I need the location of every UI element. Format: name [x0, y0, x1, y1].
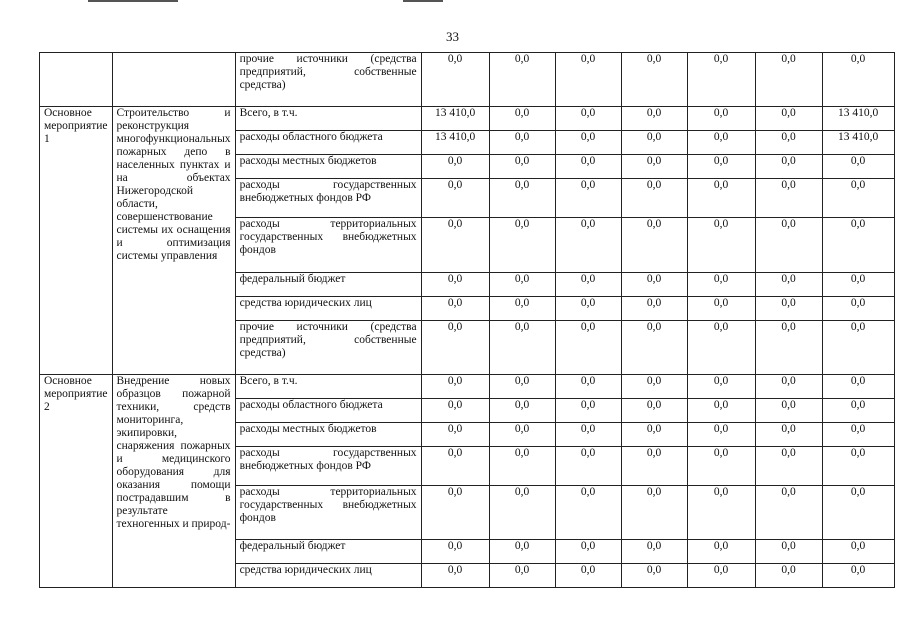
value-cell-text: 0,0 — [514, 53, 530, 65]
value-cell-text: 0,0 — [580, 297, 596, 309]
value-cell-text: 0,0 — [447, 447, 463, 459]
value-cell-text: 0,0 — [713, 131, 729, 143]
value-cell — [621, 447, 687, 486]
value-cell — [822, 218, 894, 273]
value-cell — [687, 218, 755, 273]
value-cell-text: 13 410,0 — [837, 131, 879, 143]
value-cell-text: 0,0 — [713, 218, 729, 230]
value-cell — [421, 321, 489, 375]
funding-source-cell — [235, 540, 421, 564]
value-cell-text: 0,0 — [713, 399, 729, 411]
measure-name-cell — [112, 53, 235, 107]
funding-source-cell-text: расходы государственных внебюджетных фондов РФ — [239, 179, 417, 204]
funding-source-cell-text: расходы местных бюджетов — [239, 423, 377, 435]
funding-source-cell-text: федеральный бюджет — [239, 273, 346, 285]
value-cell — [822, 486, 894, 540]
value-cell — [822, 423, 894, 447]
value-cell-text: 0,0 — [781, 297, 796, 309]
value-cell-text: 0,0 — [447, 155, 463, 167]
funding-source-cell-text: расходы областного бюджета — [239, 131, 383, 143]
value-cell — [489, 107, 555, 131]
value-cell-text: 0,0 — [713, 53, 729, 65]
value-cell-text: 0,0 — [447, 486, 463, 498]
value-cell — [822, 447, 894, 486]
value-cell-text: 0,0 — [781, 218, 796, 230]
value-cell-text: 0,0 — [646, 486, 662, 498]
value-cell-text: 0,0 — [646, 155, 662, 167]
value-cell — [687, 53, 755, 107]
value-cell-text: 13 410,0 — [434, 131, 476, 143]
value-cell — [421, 131, 489, 155]
funding-source-cell-text: прочие источники (средства предприятий, собственные средства) — [239, 53, 417, 91]
value-cell-text: 0,0 — [514, 423, 530, 435]
funding-source-cell — [235, 297, 421, 321]
value-cell — [421, 155, 489, 179]
funding-source-cell-text: расходы местных бюджетов — [239, 155, 377, 167]
value-cell-text: 0,0 — [713, 155, 729, 167]
value-cell — [421, 218, 489, 273]
value-cell — [822, 297, 894, 321]
value-cell-text: 0,0 — [850, 53, 866, 65]
indicator-cell — [40, 53, 113, 107]
value-cell — [755, 375, 822, 399]
value-cell — [421, 297, 489, 321]
value-cell-text: 0,0 — [850, 179, 866, 191]
value-cell — [621, 53, 687, 107]
funding-source-cell-text: средства юридических лиц — [239, 564, 372, 576]
value-cell-text: 0,0 — [447, 321, 463, 333]
value-cell — [421, 273, 489, 297]
value-cell-text: 0,0 — [713, 375, 729, 387]
value-cell-text: 0,0 — [646, 131, 662, 143]
value-cell — [555, 447, 621, 486]
value-cell-text: 0,0 — [646, 423, 662, 435]
value-cell — [687, 447, 755, 486]
financing-table — [39, 52, 895, 588]
value-cell — [755, 107, 822, 131]
funding-source-cell-text: Всего, в т.ч. — [239, 375, 298, 387]
value-cell-text: 0,0 — [850, 564, 866, 576]
value-cell — [621, 179, 687, 218]
page-number: 33 — [446, 29, 459, 44]
value-cell-text: 0,0 — [713, 447, 729, 459]
indicator-cell — [40, 375, 113, 588]
value-cell — [489, 423, 555, 447]
value-cell-text: 0,0 — [850, 447, 866, 459]
value-cell — [755, 540, 822, 564]
table-row — [40, 107, 895, 131]
value-cell — [687, 321, 755, 375]
value-cell — [489, 155, 555, 179]
value-cell-text: 0,0 — [447, 399, 463, 411]
value-cell-text: 13 410,0 — [837, 107, 879, 119]
value-cell — [555, 297, 621, 321]
funding-source-cell-text: расходы территориальных государственных внебюджетных фондов — [239, 486, 417, 524]
value-cell — [687, 375, 755, 399]
value-cell — [687, 399, 755, 423]
value-cell — [421, 399, 489, 423]
funding-source-cell — [235, 273, 421, 297]
value-cell — [555, 179, 621, 218]
value-cell-text: 0,0 — [850, 155, 866, 167]
indicator-cell — [40, 107, 113, 375]
value-cell — [822, 179, 894, 218]
value-cell-text: 13 410,0 — [434, 107, 476, 119]
value-cell-text: 0,0 — [713, 423, 729, 435]
value-cell-text: 0,0 — [850, 273, 866, 285]
value-cell-text: 0,0 — [514, 375, 530, 387]
value-cell-text: 0,0 — [646, 540, 662, 552]
value-cell-text: 0,0 — [447, 423, 463, 435]
value-cell-text: 0,0 — [580, 131, 596, 143]
value-cell-text: 0,0 — [781, 447, 796, 459]
value-cell-text: 0,0 — [514, 179, 530, 191]
measure-name-cell — [112, 375, 235, 588]
value-cell — [621, 486, 687, 540]
value-cell — [489, 53, 555, 107]
value-cell — [621, 107, 687, 131]
value-cell — [755, 131, 822, 155]
value-cell — [489, 375, 555, 399]
value-cell-text: 0,0 — [646, 375, 662, 387]
value-cell-text: 0,0 — [781, 564, 796, 576]
value-cell — [755, 564, 822, 588]
value-cell — [421, 486, 489, 540]
funding-source-cell — [235, 321, 421, 375]
scan-edge-mark — [88, 0, 178, 2]
value-cell-text: 0,0 — [514, 155, 530, 167]
value-cell — [621, 321, 687, 375]
value-cell — [555, 564, 621, 588]
value-cell — [755, 399, 822, 423]
value-cell — [687, 297, 755, 321]
value-cell-text: 0,0 — [713, 564, 729, 576]
value-cell-text: 0,0 — [514, 321, 530, 333]
value-cell — [621, 540, 687, 564]
value-cell — [621, 399, 687, 423]
indicator-cell-text: Основное мероприятие 1 — [44, 107, 108, 145]
value-cell-text: 0,0 — [646, 564, 662, 576]
value-cell — [421, 423, 489, 447]
value-cell — [755, 155, 822, 179]
value-cell-text: 0,0 — [447, 564, 463, 576]
funding-source-cell — [235, 399, 421, 423]
value-cell-text: 0,0 — [646, 447, 662, 459]
funding-source-cell-text: расходы территориальных государственных внебюджетных фондов — [239, 218, 417, 256]
funding-source-cell — [235, 486, 421, 540]
value-cell — [621, 155, 687, 179]
funding-source-cell — [235, 107, 421, 131]
value-cell-text: 0,0 — [713, 297, 729, 309]
value-cell-text: 0,0 — [781, 423, 796, 435]
value-cell — [621, 218, 687, 273]
value-cell-text: 0,0 — [781, 399, 796, 411]
value-cell-text: 0,0 — [781, 155, 796, 167]
value-cell — [555, 486, 621, 540]
value-cell — [489, 447, 555, 486]
value-cell-text: 0,0 — [580, 155, 596, 167]
value-cell — [621, 297, 687, 321]
value-cell — [822, 321, 894, 375]
value-cell — [755, 423, 822, 447]
value-cell-text: 0,0 — [713, 321, 729, 333]
value-cell-text: 0,0 — [514, 564, 530, 576]
value-cell-text: 0,0 — [781, 131, 796, 143]
value-cell — [421, 107, 489, 131]
value-cell — [687, 540, 755, 564]
value-cell — [555, 53, 621, 107]
value-cell-text: 0,0 — [646, 399, 662, 411]
value-cell — [621, 423, 687, 447]
value-cell — [822, 540, 894, 564]
value-cell — [421, 179, 489, 218]
value-cell-text: 0,0 — [580, 423, 596, 435]
value-cell-text: 0,0 — [514, 273, 530, 285]
funding-source-cell — [235, 375, 421, 399]
value-cell-text: 0,0 — [781, 375, 796, 387]
value-cell — [621, 273, 687, 297]
value-cell-text: 0,0 — [850, 218, 866, 230]
value-cell-text: 0,0 — [850, 540, 866, 552]
value-cell-text: 0,0 — [781, 273, 796, 285]
funding-source-cell — [235, 179, 421, 218]
value-cell — [489, 179, 555, 218]
funding-source-cell — [235, 53, 421, 107]
funding-source-cell — [235, 131, 421, 155]
value-cell — [421, 375, 489, 399]
value-cell-text: 0,0 — [580, 375, 596, 387]
funding-source-cell — [235, 218, 421, 273]
value-cell — [555, 218, 621, 273]
value-cell-text: 0,0 — [514, 447, 530, 459]
value-cell — [822, 399, 894, 423]
value-cell — [755, 273, 822, 297]
value-cell-text: 0,0 — [850, 297, 866, 309]
value-cell — [822, 273, 894, 297]
value-cell — [489, 131, 555, 155]
value-cell-text: 0,0 — [646, 297, 662, 309]
value-cell — [822, 53, 894, 107]
measure-name-cell-text: Внедрение новых образцов пожарной техники, средств мониторинга, экипировки, снаряжения пожарных и медицинского оборудования для оказания помощи пострадавшим в результате техногенных и природ- — [116, 375, 231, 530]
value-cell-text: 0,0 — [514, 131, 530, 143]
value-cell-text: 0,0 — [580, 107, 596, 119]
table-row — [40, 53, 895, 107]
value-cell-text: 0,0 — [514, 486, 530, 498]
value-cell-text: 0,0 — [646, 321, 662, 333]
value-cell — [755, 179, 822, 218]
value-cell-text: 0,0 — [781, 486, 796, 498]
funding-source-cell-text: расходы государственных внебюджетных фондов РФ — [239, 447, 417, 472]
value-cell-text: 0,0 — [580, 321, 596, 333]
value-cell — [555, 399, 621, 423]
value-cell-text: 0,0 — [514, 540, 530, 552]
value-cell-text: 0,0 — [781, 321, 796, 333]
value-cell-text: 0,0 — [447, 297, 463, 309]
value-cell-text: 0,0 — [850, 375, 866, 387]
value-cell — [822, 131, 894, 155]
value-cell — [489, 321, 555, 375]
value-cell — [555, 321, 621, 375]
value-cell-text: 0,0 — [850, 399, 866, 411]
table-row — [40, 375, 895, 399]
value-cell — [489, 218, 555, 273]
measure-name-cell — [112, 107, 235, 375]
value-cell — [687, 486, 755, 540]
value-cell — [421, 53, 489, 107]
value-cell — [687, 131, 755, 155]
value-cell — [755, 447, 822, 486]
value-cell — [621, 375, 687, 399]
value-cell-text: 0,0 — [850, 423, 866, 435]
value-cell — [489, 297, 555, 321]
value-cell-text: 0,0 — [447, 53, 463, 65]
value-cell-text: 0,0 — [713, 179, 729, 191]
value-cell — [687, 107, 755, 131]
value-cell-text: 0,0 — [646, 273, 662, 285]
value-cell-text: 0,0 — [850, 486, 866, 498]
value-cell — [555, 273, 621, 297]
funding-source-cell-text: Всего, в т.ч. — [239, 107, 298, 119]
value-cell-text: 0,0 — [781, 179, 796, 191]
value-cell-text: 0,0 — [713, 273, 729, 285]
value-cell — [489, 540, 555, 564]
value-cell — [755, 218, 822, 273]
value-cell — [755, 53, 822, 107]
measure-name-cell-text: Строительство и реконструкция многофункциональных пожарных депо в населенных пунктах и на объектах Нижегородской области, совершенствование системы их оснащения и оптимизация системы управления — [116, 107, 231, 262]
value-cell-text: 0,0 — [781, 540, 796, 552]
value-cell — [555, 107, 621, 131]
funding-source-cell-text: прочие источники (средства предприятий, собственные средства) — [239, 321, 417, 359]
value-cell — [687, 155, 755, 179]
value-cell — [555, 423, 621, 447]
value-cell-text: 0,0 — [713, 107, 729, 119]
value-cell-text: 0,0 — [447, 540, 463, 552]
funding-source-cell — [235, 564, 421, 588]
value-cell — [621, 131, 687, 155]
value-cell — [687, 179, 755, 218]
value-cell-text: 0,0 — [580, 564, 596, 576]
value-cell-text: 0,0 — [447, 273, 463, 285]
value-cell-text: 0,0 — [580, 218, 596, 230]
funding-source-cell — [235, 423, 421, 447]
value-cell — [822, 564, 894, 588]
value-cell-text: 0,0 — [781, 53, 796, 65]
value-cell-text: 0,0 — [514, 107, 530, 119]
value-cell — [755, 297, 822, 321]
value-cell — [489, 486, 555, 540]
value-cell-text: 0,0 — [447, 218, 463, 230]
value-cell-text: 0,0 — [646, 218, 662, 230]
value-cell-text: 0,0 — [713, 540, 729, 552]
funding-source-cell-text: средства юридических лиц — [239, 297, 372, 309]
value-cell — [489, 273, 555, 297]
value-cell-text: 0,0 — [580, 486, 596, 498]
value-cell-text: 0,0 — [646, 179, 662, 191]
value-cell-text: 0,0 — [447, 375, 463, 387]
value-cell — [489, 564, 555, 588]
value-cell-text: 0,0 — [781, 107, 796, 119]
value-cell — [421, 564, 489, 588]
value-cell — [621, 564, 687, 588]
funding-source-cell — [235, 155, 421, 179]
value-cell — [822, 375, 894, 399]
value-cell-text: 0,0 — [580, 179, 596, 191]
value-cell — [822, 107, 894, 131]
value-cell-text: 0,0 — [514, 399, 530, 411]
value-cell-text: 0,0 — [850, 321, 866, 333]
value-cell-text: 0,0 — [580, 540, 596, 552]
value-cell — [687, 423, 755, 447]
value-cell — [421, 447, 489, 486]
value-cell-text: 0,0 — [580, 447, 596, 459]
value-cell-text: 0,0 — [580, 399, 596, 411]
value-cell — [555, 375, 621, 399]
value-cell — [555, 540, 621, 564]
value-cell — [489, 399, 555, 423]
funding-source-cell — [235, 447, 421, 486]
value-cell — [555, 155, 621, 179]
value-cell-text: 0,0 — [713, 486, 729, 498]
value-cell — [687, 564, 755, 588]
value-cell-text: 0,0 — [514, 297, 530, 309]
value-cell — [755, 486, 822, 540]
value-cell-text: 0,0 — [447, 179, 463, 191]
scan-edge-mark — [403, 0, 443, 2]
value-cell-text: 0,0 — [580, 273, 596, 285]
value-cell — [822, 155, 894, 179]
value-cell — [555, 131, 621, 155]
funding-source-cell-text: расходы областного бюджета — [239, 399, 383, 411]
value-cell — [687, 273, 755, 297]
value-cell-text: 0,0 — [514, 218, 530, 230]
value-cell-text: 0,0 — [646, 107, 662, 119]
value-cell-text: 0,0 — [646, 53, 662, 65]
indicator-cell-text: Основное мероприятие 2 — [44, 375, 108, 413]
value-cell — [755, 321, 822, 375]
value-cell — [421, 540, 489, 564]
value-cell-text: 0,0 — [580, 53, 596, 65]
funding-source-cell-text: федеральный бюджет — [239, 540, 346, 552]
